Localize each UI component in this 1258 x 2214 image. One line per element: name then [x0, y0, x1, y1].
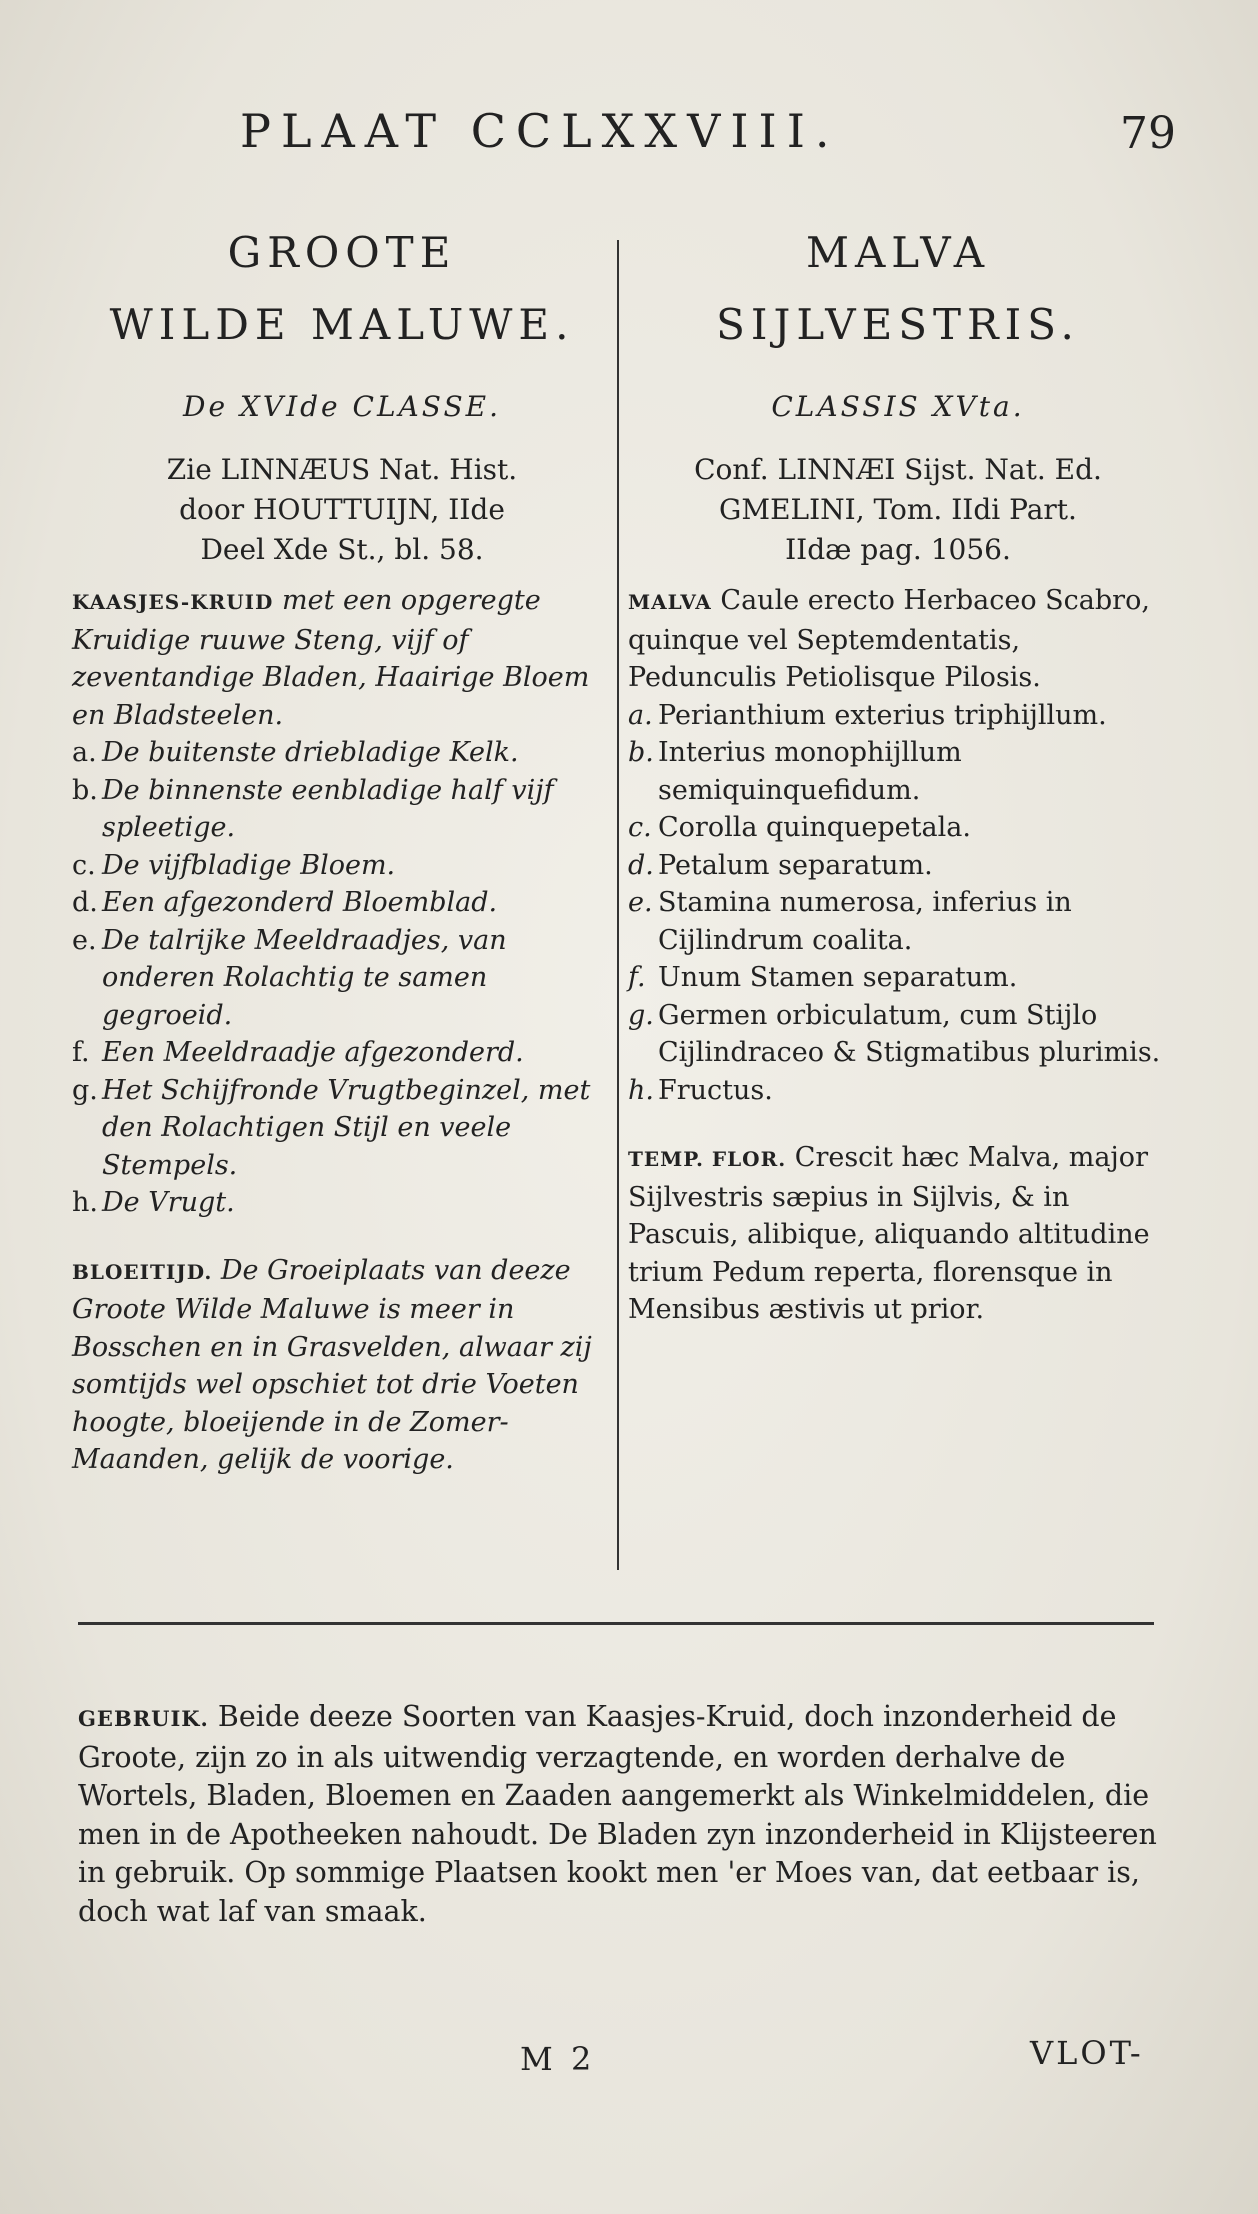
item-text: De vijfbladige Bloem.: [102, 849, 396, 881]
dutch-reference: [72, 450, 612, 582]
item-text: Interius monophijllum semiquinquefidum.: [658, 737, 962, 806]
item-label: g.: [628, 999, 654, 1031]
item-label: e.: [628, 887, 653, 918]
list-item: [72, 847, 612, 885]
latin-lead: [628, 582, 1168, 697]
usage-text: Beide deeze Soorten van Kaasjes-Kruid, doch inzonderheid de Groote, zijn zo in als uitwendig verzagtende, en worden derhalve de Wortels, Bladen, Bloemen en Zaaden aangemerkt als Winkelmiddelen, die men in de Apotheeken nahoudt. De Bladen zyn inzonderheid in Klijsteeren in gebruik. Op sommige Plaatsen kookt men 'er Moes van, dat eetbaar is, doch wat laf van smaak.: [78, 1700, 1157, 1928]
dutch-description: [72, 582, 612, 1222]
list-item: [628, 734, 1168, 809]
latin-description: [628, 582, 1168, 1109]
dutch-title-line2: WILDE MALUWE.: [109, 300, 575, 349]
dutch-ref-line2: door HOUTTUIJN, IIde: [179, 493, 505, 526]
list-item: [628, 1072, 1168, 1110]
latin-reference: [628, 450, 1168, 582]
list-item: [72, 1184, 612, 1222]
list-item: [628, 997, 1168, 1072]
latin-classe: CLASSIS XVta.: [771, 390, 1025, 423]
dutch-flowering: [72, 1252, 612, 1479]
item-text: Stamina numerosa, inferius in Cijlindrum coalita.: [658, 887, 1072, 956]
list-item: [72, 884, 612, 922]
latin-ref-line3: IIdæ pag. 1056.: [785, 533, 1011, 566]
page-number: 79: [1120, 108, 1176, 159]
item-text: Perianthium exterius triphijllum.: [658, 699, 1107, 731]
list-item: [628, 847, 1168, 885]
dutch-lead-term: KAASJES-KRUID: [72, 590, 274, 614]
section-rule: [78, 1622, 1154, 1625]
item-label: c.: [628, 812, 652, 843]
latin-title-line1: MALVA: [805, 228, 991, 277]
dutch-lead-text: met een opgeregte Kruidige ruuwe Steng, vijf of zeventandige Bladen, Haairige Bloem en Bladsteelen.: [72, 585, 590, 731]
item-label: b.: [72, 774, 98, 806]
latin-ref-line1: Conf. LINNÆI Sijst. Nat. Ed.: [694, 453, 1102, 486]
latin-title-line2: SIJLVESTRIS.: [716, 300, 1080, 349]
item-label: h.: [628, 1074, 654, 1106]
list-item: [72, 1034, 612, 1072]
latin-ref-line2: GMELINI, Tom. IIdi Part.: [719, 493, 1077, 526]
dutch-lead: [72, 582, 612, 734]
item-label: e.: [72, 924, 97, 956]
usage-paragraph: [78, 1698, 1168, 1931]
item-text: De binnenste eenbladige half vijf spleetige.: [102, 774, 554, 843]
dutch-ref-line1: Zie LINNÆUS Nat. Hist.: [166, 453, 518, 486]
plate-heading: PLAAT CCLXXVIII.: [240, 104, 840, 158]
list-item: [72, 772, 612, 847]
item-label: d.: [72, 887, 98, 918]
list-item: [72, 922, 612, 1035]
list-item: [72, 734, 612, 772]
list-item: [628, 697, 1168, 735]
usage-term: GEBRUIK.: [78, 1706, 209, 1731]
item-label: a.: [72, 737, 97, 768]
dutch-column: [72, 228, 612, 1479]
item-text: Fructus.: [658, 1074, 773, 1106]
item-label: b.: [628, 737, 654, 768]
item-text: Petalum separatum.: [658, 849, 933, 881]
item-text: Unum Stamen separatum.: [658, 962, 1018, 993]
item-text: Een afgezonderd Bloemblad.: [102, 887, 498, 918]
item-text: Het Schijfronde Vrugtbeginzel, met den Rolachtigen Stijl en veele Stempels.: [102, 1074, 591, 1181]
dutch-classe: De XVIde CLASSE.: [183, 390, 501, 423]
list-item: [628, 959, 1168, 997]
dutch-title-line1: GROOTE: [227, 228, 457, 277]
item-text: De Vrugt.: [102, 1187, 235, 1218]
item-text: De talrijke Meeldraadjes, van onderen Rolachtig te samen gegroeid.: [102, 924, 507, 1031]
list-item: [628, 809, 1168, 847]
dutch-flowering-term: BLOEITIJD.: [72, 1259, 213, 1284]
list-item: [72, 1072, 612, 1185]
latin-lead-term: MALVA: [628, 590, 712, 614]
item-label: a.: [628, 699, 653, 731]
item-label: h.: [72, 1187, 98, 1218]
item-label: g.: [72, 1074, 98, 1106]
item-label: f.: [628, 962, 646, 993]
column-divider: [617, 240, 619, 1570]
dutch-flowering-text: De Groeiplaats van deeze Groote Wilde Maluwe is meer in Bosschen en in Grasvelden, alwaar zij somtijds wel opschiet tot drie Voeten hoogte, bloeijende in de Zomer-Maanden, gelijk de voorige.: [72, 1254, 592, 1475]
item-label: d.: [628, 849, 654, 881]
latin-flowering-text: Crescit hæc Malva, major Sijlvestris sæpius in Sijlvis, & in Pascuis, alibique, aliquando altitudine trium Pedum reperta, florensque in Mensibus æstivis ut prior.: [628, 1142, 1150, 1325]
catchword: VLOT-: [1030, 2034, 1144, 2072]
item-label: f.: [72, 1037, 90, 1068]
item-text: De buitenste driebladige Kelk.: [102, 737, 519, 768]
list-item: [628, 884, 1168, 959]
signature-mark: M 2: [520, 2040, 596, 2078]
item-text: Germen orbiculatum, cum Stijlo Cijlindraceo & Stigmatibus plurimis.: [658, 999, 1161, 1068]
item-text: Een Meeldraadje afgezonderd.: [102, 1037, 524, 1068]
item-text: Corolla quinquepetala.: [658, 812, 971, 843]
latin-flowering-term: TEMP. FLOR.: [628, 1147, 787, 1171]
item-label: c.: [72, 849, 96, 881]
latin-column: [628, 228, 1168, 1329]
latin-flowering: [628, 1139, 1168, 1329]
latin-lead-text: Caule erecto Herbaceo Scabro, quinque vel Septemdentatis, Pedunculis Petiolisque Pilosis.: [628, 585, 1150, 693]
dutch-ref-line3: Deel Xde St., bl. 58.: [200, 533, 484, 566]
